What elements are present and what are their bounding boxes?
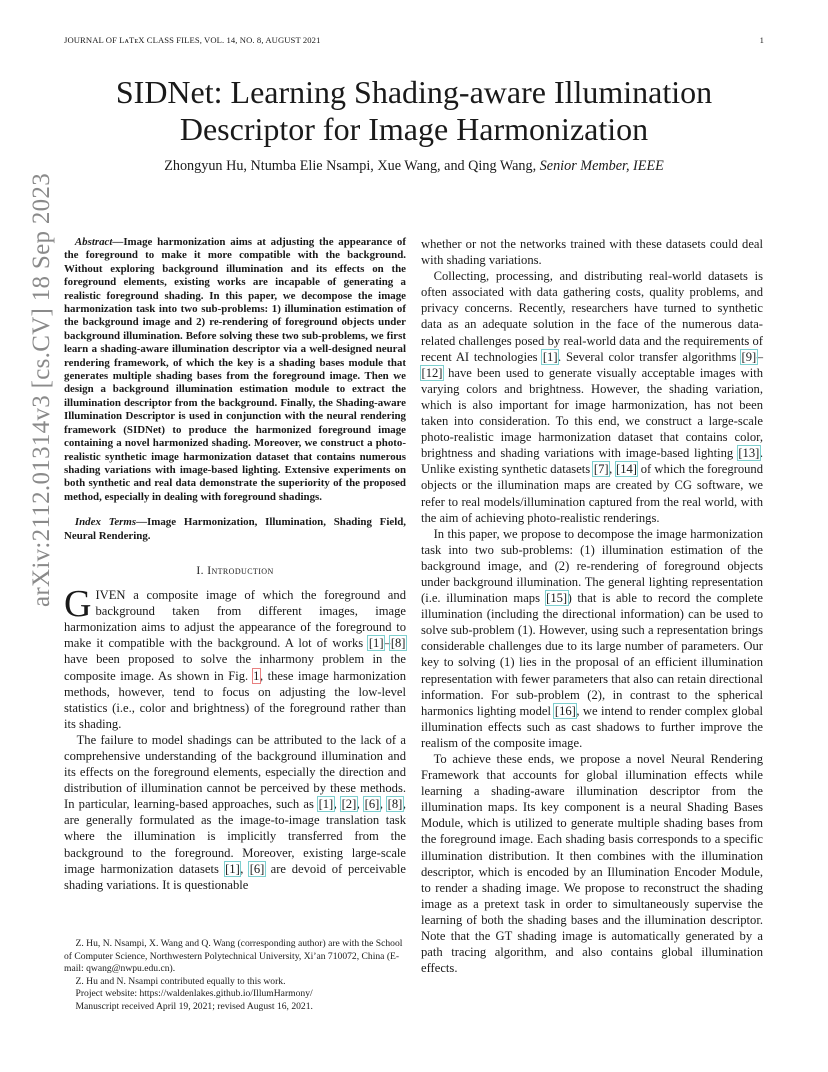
- footnote-project-website: Project website: https://waldenlakes.github.io/IllumHarmony/: [75, 988, 313, 999]
- author-list: [64, 158, 764, 175]
- abstract-label: Abstract: [74, 236, 113, 248]
- text-run: . Several color transfer algorithms: [558, 349, 742, 364]
- text-run: of which the foreground objects or the illumination maps are created by CG software, we refer to real models/illumination captured from the real world, with the aim of achieving photo-realistic renderings.: [421, 462, 764, 525]
- text-run: In this paper, we propose to decompose the image harmonization task into two sub-problems: (1) illumination estimation of the background image, and (2) re-rendering of foreground objects under background illumination. The general lighting representation (i.e. illumination maps: [421, 526, 763, 606]
- citation-link[interactable]: [6]: [249, 861, 265, 876]
- citation-link[interactable]: [1]: [318, 797, 334, 812]
- text-run: have been proposed to solve the inharmony problem in the composite image. As shown in Fig.: [64, 652, 406, 683]
- left-column: [64, 236, 406, 893]
- citation-link[interactable]: [1]: [542, 349, 558, 364]
- section-numeral: I.: [196, 563, 208, 577]
- citation-link[interactable]: [7]: [593, 462, 609, 477]
- title-line-2: Descriptor for Image Harmonization: [179, 111, 649, 147]
- citation-link[interactable]: [14]: [616, 462, 637, 477]
- section-heading-introduction: [64, 563, 406, 579]
- footnote-affiliation: Z. Hu, N. Nsampi, X. Wang and Q. Wang (corresponding author) are with the School of Computer Science, Northwestern Polytechnical University, Xi’an 710072, China (E-mail: qwang@nwpu.edu.cn).: [64, 938, 403, 974]
- citation-link[interactable]: [16]: [554, 703, 576, 718]
- right-paragraph-1: [421, 268, 763, 526]
- citation-link[interactable]: [1]: [368, 636, 384, 651]
- text-run: Collecting, processing, and distributing real-world datasets is often associated with data gathering costs, quality problems, and privacy concerns. Recently, researchers have turned to synthetic data as an adequate solution in the face of the numerous data-related challenges posed by real-world data and the requirements of recent AI technologies: [421, 269, 763, 364]
- citation-link[interactable]: [8]: [390, 636, 406, 651]
- text-run: ) that is able to record the complete illumination (including the directional information) can be used to solve sub-problem (1). However, using such a representation brings considerable challenges due to its large number of parameters. Our key to solving (1) lies in the proposal of an efficient illumination representation with fewer parameters that also can retain directional information. For sub-problem (2), in contrast to the spherical harmonics lighting model: [421, 591, 763, 718]
- text-run: ,: [240, 861, 250, 876]
- citation-link[interactable]: [15]: [546, 591, 568, 606]
- footnotes: [64, 938, 406, 1013]
- abstract-text: —Image harmonization aims at adjusting the appearance of the foreground to make it more compatible with the background. Without exploring background illumination and its effects on the foreground elements, existing works are incapable of generating a realistic foreground shading. In this paper, we decompose the image harmonization task into two sub-problems: 1) illumination estimation of the background image and 2) re-rendering of foreground objects under background illumination. Before solving these two sub-problems, we first learn a shading-aware illumination descriptor via a well-designed neural rendering framework, of which the key is a shading bases module that generates multiple shading bases from the foreground image. Then we design a background illumination estimation module to extract the illumination descriptor from the background. Finally, the Shading-aware Illumination Descriptor is used in conjunction with the neural rendering framework (SIDNet) to produce the harmonized foreground image containing a novel harmonized shading. Moreover, we construct a photo-realistic synthetic image harmonization dataset that contains numerous shading variations with image-based lighting. Extensive experiments on both synthetic and real data demonstrate the superiority of the proposed method, especially in dealing with foreground shadings.: [64, 236, 406, 503]
- intro-paragraph-1: [64, 583, 407, 732]
- text-run: . Unlike existing synthetic datasets: [421, 446, 763, 477]
- text-run: , these image harmonization methods, however, tend to focus on adjusting the low-level statistics (i.e., color and brightness) of the foreground rather than its shading.: [64, 668, 407, 731]
- citation-link[interactable]: [1]: [225, 861, 240, 876]
- intro-paragraph-2: [64, 732, 406, 893]
- figure-link[interactable]: 1: [253, 668, 260, 683]
- text-run: ,: [379, 797, 388, 812]
- citation-link[interactable]: [13]: [738, 446, 760, 461]
- right-column: [421, 236, 763, 976]
- citation-link[interactable]: [2]: [341, 797, 357, 812]
- citation-link[interactable]: [12]: [421, 365, 443, 380]
- author-membership: Senior Member, IEEE: [539, 158, 664, 174]
- citation-link[interactable]: [9]: [741, 349, 757, 364]
- text-run: are devoid of perceivable shading variations. It is questionable: [64, 861, 407, 892]
- footnote-equal-contribution: Z. Hu and N. Nsampi contributed equally to this work.: [75, 975, 286, 987]
- text-run: , we intend to render complex global illumination effects such as cast shadows to further improve the realism of the composite image.: [421, 703, 763, 750]
- text-run: –: [756, 349, 764, 364]
- right-paragraph-3: To achieve these ends, we propose a novel Neural Rendering Framework that accounts for global illumination effects while learning a shading-aware illumination descriptor from the illumination maps. Its key component is a neural Shading Bases Module, which is utilized to generate multiple shading bases from the foreground image. Each shading basis corresponds to a specific illumination distribution. It then combines with the illumination descriptor, which is encoded by an Illumination Encoder Module, to render a shading image. We propose to reconstruct the shading image as a pretext task in order to simultaneously supervise the learning of both the shading bases and the illumination descriptor. Note that the GT shading image is automatically generated by a path tracing algorithm, and also contains global illumination effects.: [421, 752, 763, 976]
- citation-link[interactable]: [6]: [364, 797, 380, 812]
- text-run: ,: [333, 797, 342, 812]
- index-terms: [64, 516, 406, 543]
- citation-link[interactable]: [8]: [387, 797, 403, 812]
- arxiv-stamp[interactable]: arXiv:2112.01314v3 [cs.CV] 18 Sep 2023: [28, 172, 55, 608]
- text-run: , are generally formulated as the image-to-image translation task where the illumination is implicitly transferred from the background to the foreground. Moreover, existing large-scale image harmonization datasets: [64, 797, 406, 876]
- index-terms-text: —Image Harmonization, Illumination, Shading Field, Neural Rendering.: [64, 516, 406, 542]
- index-terms-label: Index Terms: [74, 516, 137, 529]
- text-run: ,: [609, 462, 616, 477]
- journal-header: JOURNAL OF LᴀTᴇX CLASS FILES, VOL. 14, NO. 8, AUGUST 2021: [64, 35, 321, 45]
- text-run: The failure to model shadings can be attributed to the lack of a comprehensive understanding of the background illumination and its effects on the foreground elements, especially the direction and distribution of illumination cannot be perceived by these methods. In particular, learning-based approaches, such as: [64, 732, 406, 812]
- text-run: have been used to generate visually acceptable images with varying colors and brightness. However, the shading variation, which is also important for image harmonization, has not been taken into consideration. To this end, we construct a large-scale photo-realistic image harmonization dataset that contains color, brightness and shading variations with image-based lighting: [421, 365, 763, 461]
- footnote-manuscript-dates: Manuscript received April 19, 2021; revised August 16, 2021.: [75, 1000, 313, 1012]
- running-header: [64, 35, 764, 49]
- authors-names: Zhongyun Hu, Ntumba Elie Nsampi, Xue Wang, and Qing Wang,: [164, 158, 537, 174]
- right-paragraph-2: [421, 526, 763, 751]
- drop-cap: G: [64, 583, 92, 626]
- paper-title: [64, 74, 764, 148]
- right-paragraph-0: whether or not the networks trained with these datasets could deal with shading variations.: [421, 237, 763, 268]
- section-title: Introduction: [207, 563, 274, 577]
- text-run: IVEN a composite image of which the foreground and background taken from different images, image harmonization aims to adjust the appearance of the foreground to make it compatible with the background. A lot of works: [64, 588, 406, 651]
- text-run: ,: [356, 797, 365, 812]
- page-number: 1: [759, 35, 764, 45]
- title-line-1: SIDNet: Learning Shading-aware Illumination: [115, 74, 713, 110]
- text-run: –: [384, 636, 391, 651]
- abstract: [64, 236, 406, 504]
